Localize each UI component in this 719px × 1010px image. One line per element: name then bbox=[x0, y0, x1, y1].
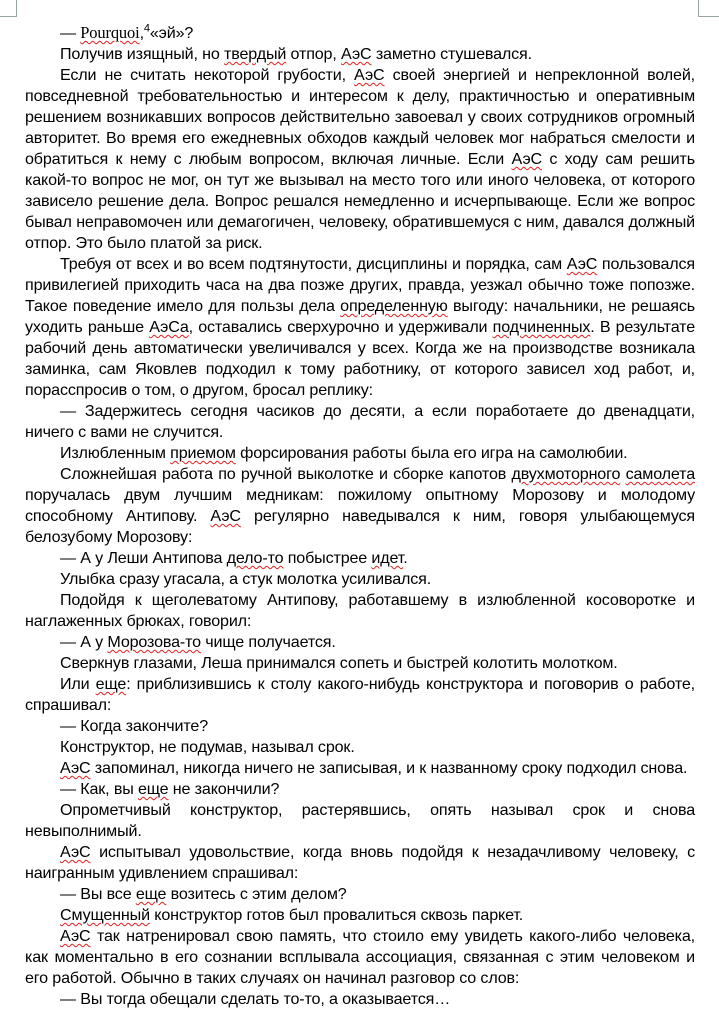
paragraph-dialogue: — Pourquoi,$^4$«эй»? bbox=[60, 22, 194, 42]
misspelled-word: двухмоторного bbox=[511, 465, 621, 483]
paragraph-body: Получив изящный, но твердый отпор, АэС заметно стушевался. bbox=[60, 45, 532, 63]
paragraph-dialogue: — А у Морозова-то чище получается. bbox=[60, 633, 336, 651]
paragraph-dialogue: — Задержитесь сегодня часиков до десяти, а если поработаете до двенадцати, ничего с вами не случится. bbox=[25, 402, 695, 441]
document-text-body bbox=[25, 22, 695, 1010]
misspelled-word: Смущенный bbox=[60, 906, 150, 924]
paragraph-body: АэС запоминал, никогда ничего не записывая, и к названному сроку подходил снова. bbox=[60, 759, 688, 777]
paragraph-body: Если не считать некоторой грубости, АэС своей энергией и непреклонной волей, повседневной требовательностью и интересом к делу, практичностью и оперативным решением возникавших вопросов действительно завоевал у своих сотрудников огромный авторитет. Во время его ежедневных обходов каждый человек мог набраться смелости и обратиться к нему с любым вопросом, включая личные. Если АэС с ходу сам решить какой-то вопрос не мог, он тут же вызывал на место того или иного человека, от которого зависело решение дела. Вопрос решался немедленно и исчерпывающе. Если же вопрос бывал неправомочен или демагогичен, человеку, обратившемуся с ним, давался должный отпор. Это было платой за риск. bbox=[25, 66, 695, 252]
footnote-marker: 4 bbox=[143, 22, 150, 35]
misspelled-word: АэС bbox=[60, 927, 91, 945]
page-margin-guide-top-left bbox=[0, 0, 17, 17]
misspelled-word: АэС bbox=[566, 255, 598, 273]
paragraph-dialogue: — Вы все еще возитесь с этим делом? bbox=[60, 885, 347, 903]
misspelled-word: АэС bbox=[341, 45, 372, 63]
misspelled-word: АэСа bbox=[149, 318, 189, 336]
foreign-word-misspelled: Pourquoi bbox=[80, 23, 140, 42]
misspelled-word: еще bbox=[95, 675, 127, 693]
paragraph-body: Опрометчивый конструктор, растерявшись, опять называл срок и снова невыполнимый. bbox=[25, 801, 695, 840]
misspelled-word: определенную bbox=[340, 297, 448, 315]
misspelled-word: АэС bbox=[354, 66, 385, 84]
misspelled-word: подчиненных bbox=[492, 318, 591, 336]
paragraph-body: Излюбленным приемом форсирования работы была его игра на самолюбии. bbox=[60, 444, 628, 462]
paragraph-body: Улыбка сразу угасала, а стук молотка усиливался. bbox=[60, 570, 432, 588]
misspelled-word: твердый bbox=[224, 45, 287, 63]
misspelled-word: АэС bbox=[60, 759, 91, 777]
misspelled-word: Морозова-то bbox=[107, 633, 201, 651]
misspelled-word: АэС bbox=[210, 507, 241, 525]
paragraph-dialogue: — Когда закончите? bbox=[60, 717, 209, 735]
paragraph-body: Конструктор, не подумав, называл срок. bbox=[60, 738, 355, 756]
paragraph-body: Сверкнув глазами, Леша принимался сопеть и быстрей колотить молотком. bbox=[60, 654, 618, 672]
paragraph-body: Смущенный конструктор готов был провалиться сквозь паркет. bbox=[60, 906, 524, 924]
paragraph-body: АэС испытывал удовольствие, когда вновь подойдя к незадачливому человеку, с наигранным удивлением спрашивал: bbox=[25, 843, 695, 882]
paragraph-body: Подойдя к щеголеватому Антипову, работавшему в излюбленной косоворотке и наглаженных брюках, говорил: bbox=[25, 591, 695, 630]
paragraph-body: Или еще: приблизившись к столу какого-нибудь конструктора и поговорив о работе, спрашивал: bbox=[25, 675, 695, 714]
paragraph-body: Требуя от всех и во всем подтянутости, дисциплины и порядка, сам АэС пользовался привилегией приходить часа на два позже других, правда, уезжал обычно тоже попозже. Такое поведение имело для пользы дела определенную выгоду: начальники, не решаясь уходить раньше АэСа, оставались сверхурочно и удерживали подчиненных. В результате рабочий день автоматически увеличивался у всех. Когда же на производстве возникала заминка, сам Яковлев подходил к тому работнику, от которого зависел ход работ, и, порасспросив о том, о другом, бросал реплику: bbox=[25, 255, 696, 399]
misspelled-word: дело-то bbox=[226, 549, 284, 567]
misspelled-word: АэС bbox=[511, 150, 542, 168]
paragraph-body: Сложнейшая работа по ручной выколотке и сборке капотов двухмоторного самолета поручалась двум лучшим медникам: пожилому опытному Морозову и молодому способному Антипову. АэС регулярно наведывался к ним, говоря улыбающемуся белозубому Морозову: bbox=[25, 465, 696, 546]
page-margin-guide-top-right bbox=[698, 0, 719, 17]
paragraph-body: АэС так натренировал свою память, что стоило ему увидеть какого-либо человека, как моментально в его сознании всплывала ассоциация, связанная с этим человеком и его работой. Обычно в таких случаях он начинал разговор со слов: bbox=[25, 927, 695, 987]
paragraph-dialogue: — Вы тогда обещали сделать то-то, а оказывается… bbox=[60, 990, 451, 1008]
misspelled-word: идет bbox=[371, 549, 404, 567]
paragraph-dialogue: — Как, вы еще не закончили? bbox=[60, 780, 280, 798]
misspelled-word: еще bbox=[135, 885, 167, 903]
misspelled-word: еще bbox=[137, 780, 169, 798]
paragraph-dialogue: — А у Леши Антипова дело-то побыстрее идет. bbox=[60, 549, 408, 567]
misspelled-word: приемом bbox=[170, 444, 236, 462]
misspelled-word: АэС bbox=[60, 843, 91, 861]
misspelled-word: самолета bbox=[625, 465, 696, 483]
